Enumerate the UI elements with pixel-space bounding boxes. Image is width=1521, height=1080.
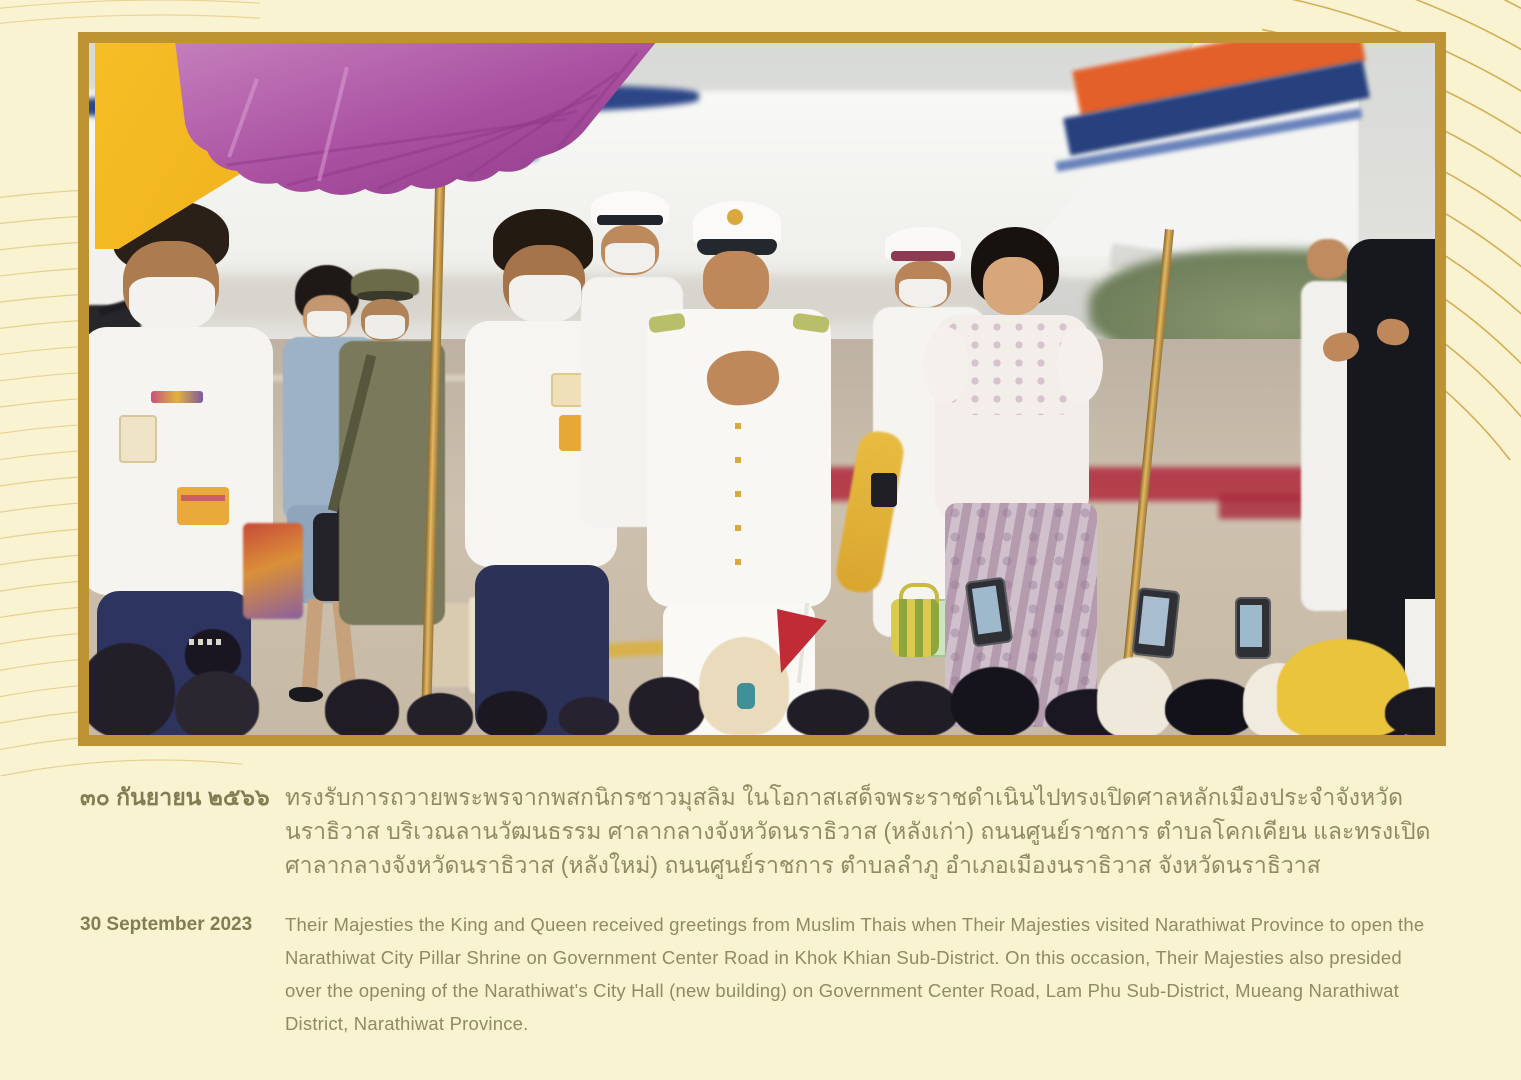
king-cap-badge bbox=[727, 209, 743, 225]
crowd-head bbox=[951, 667, 1039, 737]
queen-face bbox=[983, 257, 1043, 315]
crowd-head bbox=[325, 679, 399, 739]
crowd-head bbox=[79, 643, 175, 738]
attendant-heel bbox=[289, 687, 323, 702]
purple-umbrella-canopy bbox=[137, 39, 677, 249]
left-bearer-card-stripe bbox=[181, 495, 225, 501]
woven-basket bbox=[891, 599, 939, 657]
crowd-head bbox=[407, 693, 473, 739]
center-bearer-mask bbox=[509, 275, 581, 323]
caption-section bbox=[80, 780, 1442, 1040]
officer-b-belt-camera bbox=[871, 473, 897, 507]
smartphone-screen bbox=[1240, 605, 1262, 647]
khaki-officer-mask bbox=[365, 315, 405, 339]
caption-english bbox=[80, 908, 1442, 1040]
caption-date-english: 30 September 2023 bbox=[80, 914, 253, 935]
crowd-head-beads bbox=[189, 639, 225, 645]
left-bearer-orange-card bbox=[177, 487, 229, 525]
colorful-tote-bag bbox=[243, 523, 303, 619]
crowd-head bbox=[477, 691, 547, 739]
caption-thai bbox=[80, 780, 1442, 882]
officer-b-mask bbox=[899, 279, 947, 307]
crowd-head bbox=[559, 697, 619, 737]
king-button-row bbox=[735, 423, 741, 573]
caption-text-thai: ทรงรับการถวายพระพรจากพสกนิกรชาวมุสลิม ในโอกาสเสด็จพระราชดำเนินไปทรงเปิดศาลหลักเมืองประจำจังหวัดนราธิวาส บริเวณลานวัฒนธรรม ศาลากลางจังหวัดนราธิวาส (หลังเก่า) ถนนศูนย์ราชการ ตำบลโคกเคียน และทรงเปิดศาลากลางจังหวัดนราธิวาส (หลังใหม่) ถนนศูนย์ราชการ ตำบลลำภู อำเภอเมืองนราธิวาส จังหวัดนราธิวาส bbox=[285, 784, 1431, 878]
king-face bbox=[703, 251, 769, 313]
crowd-teal-accessory bbox=[737, 683, 755, 709]
crowd-head bbox=[875, 681, 959, 737]
left-bearer-photo-badge bbox=[119, 415, 157, 463]
crowd-head bbox=[175, 671, 259, 741]
smartphone-screen bbox=[1139, 596, 1170, 646]
left-bearer-ribbon bbox=[151, 391, 203, 403]
crowd-head bbox=[629, 677, 705, 737]
caption-date-thai: ๓๐ กันยายน ๒๕๖๖ bbox=[80, 784, 270, 810]
caption-text-english: Their Majesties the King and Queen received greetings from Muslim Thais when Their Majesties visited Narathiwat Province to open the Narathiwat City Pillar Shrine on Government Center Road in Khok Khian Sub-District. On this occasion, Their Majesties also presided over the opening of the Narathiwat's City Hall (new building) on Government Center Road, Lam Phu Sub-District, Mueang Narathiwat District, Narathiwat Province. bbox=[285, 914, 1425, 1034]
officer-b-cap-band bbox=[891, 251, 955, 261]
queen-sleeve bbox=[923, 327, 969, 403]
umbrella-pole bbox=[78, 33, 85, 746]
queen-sleeve bbox=[1057, 327, 1103, 403]
photo-scene bbox=[89, 43, 1435, 735]
left-bearer-mask bbox=[129, 277, 215, 331]
crowd-head-hijab bbox=[1097, 657, 1173, 737]
white-officer-head bbox=[1307, 239, 1349, 279]
event-photo bbox=[78, 32, 1446, 746]
attendant-mask bbox=[307, 311, 347, 337]
crowd-head bbox=[787, 689, 869, 737]
